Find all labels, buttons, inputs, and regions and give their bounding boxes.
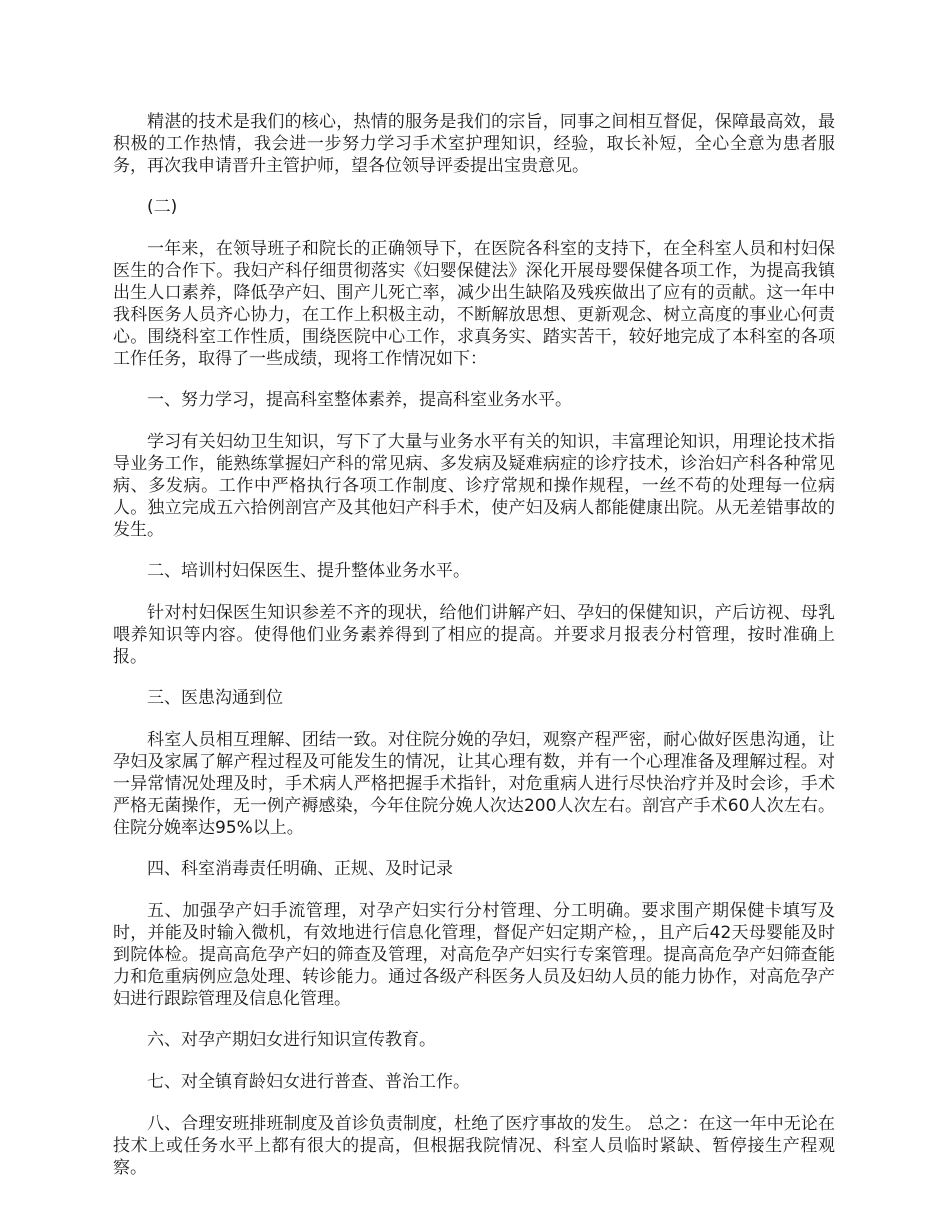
heading-study: 一、努力学习，提高科室整体素养，提高科室业务水平。 [147, 390, 572, 410]
paragraph-overview: 一年来，在领导班子和院长的正确领导下，在医院各科室的支持下，在全科室人员和村妇保医生的合作下。我妇产科仔细贯彻落实《妇婴保健法》深化开展母婴保健各项工作，为提高我镇出生人口素养，降低孕产妇、围产儿死亡率，减少出生缺陷及残疾做出了应有的贡献。这一年中我科医务人员齐心协力，在工作上积极主动，不断解放思想、更新观念、树立高度的事业心何责心。围绕科室工作性质，围绕医院中心工作，求真务实、踏实苦干，较好地完成了本科室的各项工作任务，取得了一些成绩，现将工作情况如下： [113, 239, 835, 369]
heading-education: 六、对孕产期妇女进行知识宣传教育。 [147, 1030, 436, 1050]
heading-communication: 三、医患沟通到位 [147, 688, 283, 708]
heading-training: 二、培训村妇保医生、提升整体业务水平。 [147, 561, 470, 581]
paragraph-training: 针对村妇保医生知识参差不齐的现状，给他们讲解产妇、孕妇的保健知识，产后访视、母乳喂养知识等内容。使得他们业务素养得到了相应的提高。并要求月报表分村管理，按时准确上报。 [113, 603, 835, 667]
paragraph-communication: 科室人员相互理解、团结一致。对住院分娩的孕妇，观察产程严密，耐心做好医患沟通，让孕妇及家属了解产程过程及可能发生的情况，让其心理有数，并有一个心理准备及理解过程。对一异常情况处理及时，手术病人严格把握手术指针，对危重病人进行尽快治疗并及时会诊，手术严格无菌操作，无一例产褥感染，今年住院分娩人次达200人次左右。剖宫产手术60人次左右。住院分娩率达95%以上。 [113, 730, 835, 838]
document-body [113, 111, 835, 1198]
heading-disinfection: 四、科室消毒责任明确、正规、及时记录 [147, 859, 453, 879]
section-number-two: (二) [147, 197, 178, 217]
paragraph-management: 五、加强孕产妇手流管理，对孕产妇实行分村管理、分工明确。要求围产期保健卡填写及时，并能及时输入微机，有效地进行信息化管理，督促产妇定期产检，，且产后42天母婴能及时到院体检。提高高危孕产妇的筛查及管理，对高危孕产妇实行专案管理。提高高危孕产妇筛查能力和危重病例应急处理、转诊能力。通过各级产科医务人员及妇幼人员的能力协作，对高危孕产妇进行跟踪管理及信息化管理。 [113, 901, 835, 1009]
paragraph-study: 学习有关妇幼卫生知识，写下了大量与业务水平有关的知识，丰富理论知识，用理论技术指导业务工作，能熟练掌握妇产科的常见病、多发病及疑难病症的诊疗技术，诊治妇产科各种常见病、多发病。工作中严格执行各项工作制度、诊疗常规和操作规程，一丝不苟的处理每一位病人。独立完成五六拾例剖宫产及其他妇产科手术，使产妇及病人都能健康出院。从无差错事故的发生。 [113, 432, 835, 540]
heading-screening: 七、对全镇育龄妇女进行普查、普治工作。 [147, 1072, 470, 1092]
paragraph-intro: 精湛的技术是我们的核心，热情的服务是我们的宗旨，同事之间相互督促，保障最高效，最积极的工作热情，我会进一步努力学习手术室护理知识，经验，取长补短，全心全意为患者服务，再次我申请晋升主管护师，望各位领导评委提出宝贵意见。 [113, 112, 835, 176]
paragraph-summary: 八、合理安班排班制度及首诊负责制度，杜绝了医疗事故的发生。 总之：在这一年中无论在技术上或任务水平上都有很大的提高，但根据我院情况、科室人员临时紧缺、暂停接生产程观察。 [113, 1114, 835, 1178]
